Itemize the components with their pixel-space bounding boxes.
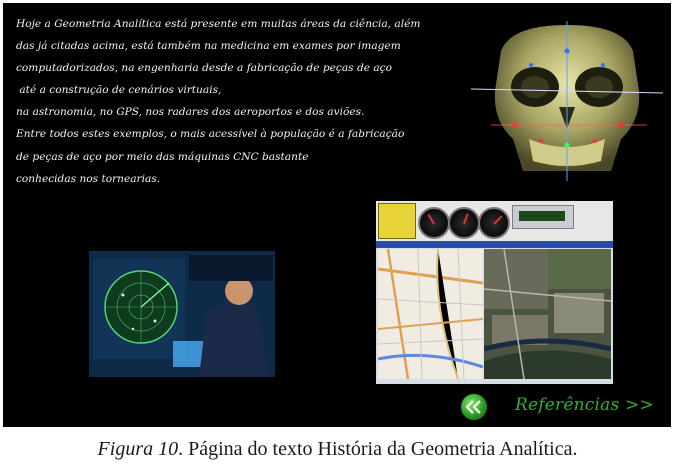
gps-status-panel: [378, 203, 416, 239]
gps-software-image: [376, 201, 613, 384]
body-line: na astronomia, no GPS, nos radares dos aeroportos e dos aviões.: [16, 106, 365, 119]
body-line: conhecidas nos tornearias.: [16, 172, 161, 185]
gauge-icon: [448, 207, 480, 239]
body-line: das já citadas acima, está também na medicina em exames por imagem: [16, 40, 401, 53]
body-line: até a construção de cenários virtuais,: [16, 84, 222, 97]
gauge-icon: [478, 207, 510, 239]
skull-3d-image: [471, 21, 663, 181]
slide-page: [3, 3, 671, 427]
references-link[interactable]: Referências >>: [515, 395, 654, 415]
satellite-view: [484, 249, 611, 379]
street-map-view: [378, 249, 483, 379]
caption-label: Figura 10: [97, 438, 179, 460]
body-line: Hoje a Geometria Analítica está presente em muitas áreas da ciência, além: [16, 18, 421, 30]
gauge-icon: [418, 207, 450, 239]
radar-operator-image: [89, 251, 275, 377]
gps-menubar: [376, 241, 613, 248]
gps-display: [512, 205, 574, 229]
body-line: Entre todos estes exemplos, o mais acessível à população é a fabricação: [16, 128, 405, 141]
caption-text: . Página do texto História da Geometria Analítica.: [178, 438, 578, 460]
body-line: computadorizados, na engenharia desde a fabricação de peças de aço: [16, 62, 392, 75]
back-button[interactable]: [461, 394, 487, 420]
body-line: de peças de aço por meio das máquinas CNC bastante: [16, 150, 309, 163]
figure-caption: [0, 438, 675, 461]
gps-toolbar: [376, 201, 613, 242]
body-text: [16, 13, 466, 190]
double-left-arrow-icon: [464, 400, 484, 414]
